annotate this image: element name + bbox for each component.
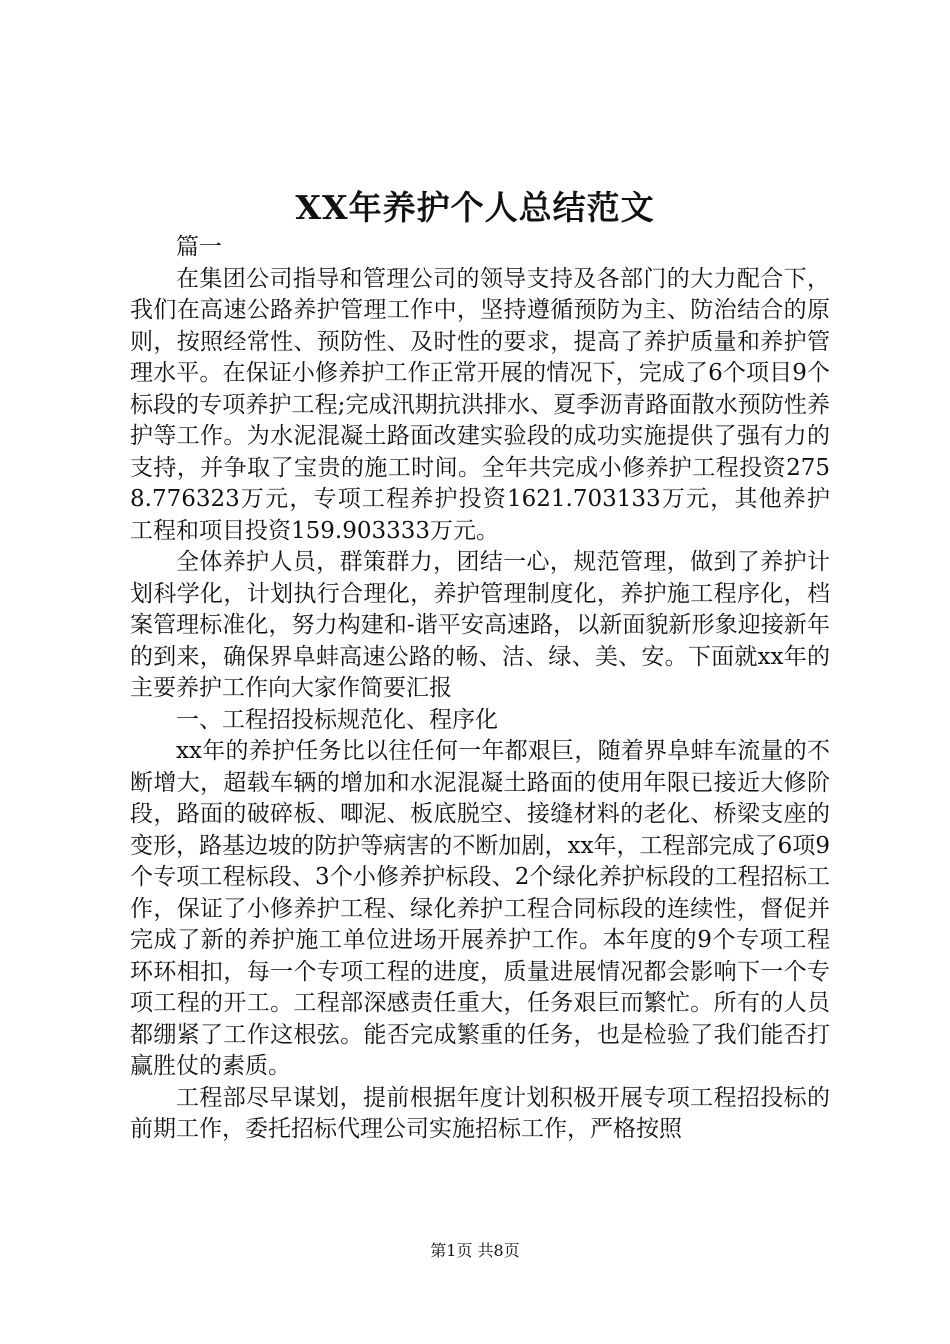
page-number: 第1页 共8页: [430, 1241, 520, 1260]
paragraph-tasks: xx年的养护任务比以往任何一年都艰巨，随着界阜蚌车流量的不断增大，超载车辆的增加和水泥混凝土路面的使用年限已接近大修阶段，路面的破碎板、唧泥、板底脱空、接缝材料的老化、桥梁支座的变形，路基边坡的防护等病害的不断加剧，xx年，工程部完成了6项9个专项工程标段、3个小修养护标段、2个绿化养护标段的工程招标工作，保证了小修养护工程、绿化养护工程合同标段的连续性，督促并完成了新的养护施工单位进场开展养护工作。本年度的9个专项工程环环相扣，每一个专项工程的进度，质量进展情况都会影响下一个专项工程的开工。工程部深感责任重大，任务艰巨而繁忙。所有的人员都绷紧了工作这根弦。能否完成繁重的任务，也是检验了我们能否打赢胜仗的素质。: [130, 738, 830, 1079]
paragraph-summary: 全体养护人员，群策群力，团结一心，规范管理，做到了养护计划科学化，计划执行合理化，养护管理制度化，养护施工程序化，档案管理标准化，努力构建和-谐平安高速路，以新面貌新形象迎接新年的到来，确保界阜蚌高速公路的畅、洁、绿、美、安。下面就xx年的主要养护工作向大家作简要汇报: [130, 549, 830, 701]
paragraph-intro: 在集团公司指导和管理公司的领导支持及各部门的大力配合下，我们在高速公路养护管理工作中，坚持遵循预防为主、防治结合的原则，按照经常性、预防性、及时性的要求，提高了养护质量和养护管理水平。在保证小修养护工作正常开展的情况下，完成了6个项目9个标段的专项养护工程;完成汛期抗洪排水、夏季沥青路面散水预防性养护等工作。为水泥混凝土路面改建实验段的成功实施提供了强有力的支持，并争取了宝贵的施工时间。全年共完成小修养护工程投资2758.776323万元，专项工程养护投资1621.703133万元，其他养护工程和项目投资159.903333万元。: [130, 265, 830, 544]
document-body: [130, 232, 830, 1146]
section-label: 篇一: [176, 234, 222, 260]
page-title: XX年养护个人总结范文: [295, 188, 655, 227]
section-heading: 一、工程招投标规范化、程序化: [176, 706, 498, 733]
paragraph-planning: 工程部尽早谋划，提前根据年度计划积极开展专项工程招投标的前期工作，委托招标代理公司实施招标工作，严格按照: [130, 1084, 830, 1142]
